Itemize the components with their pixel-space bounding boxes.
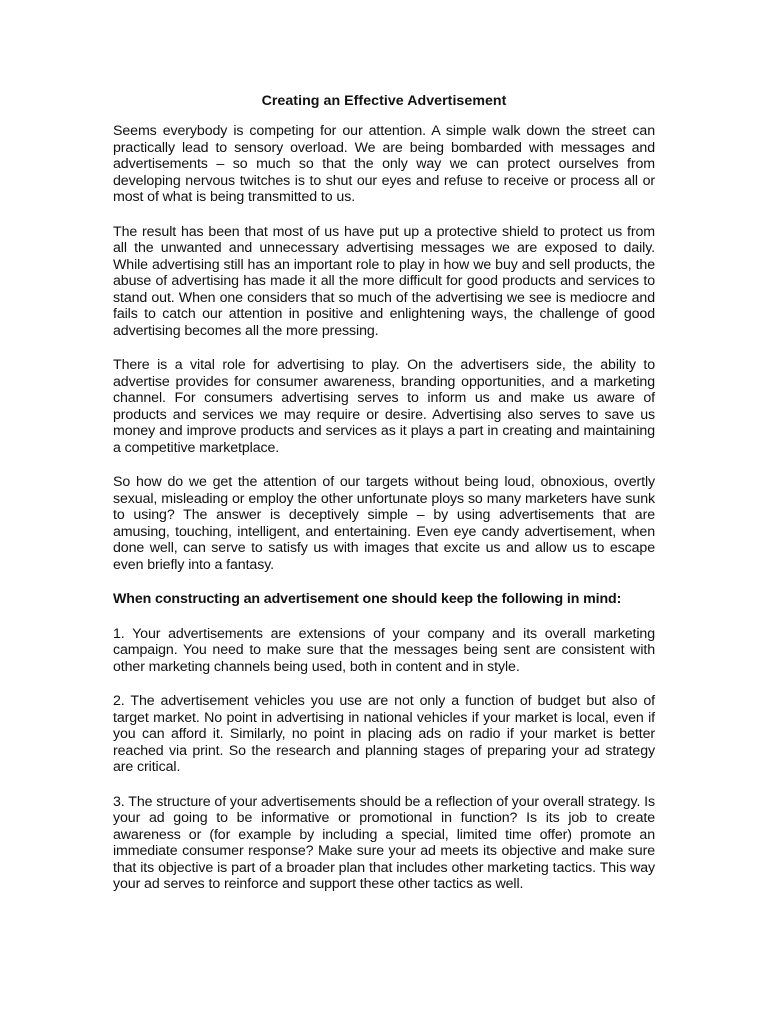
guideline-item-1: 1. Your advertisements are extensions of your company and its overall marketing campaign. You need to make sure that the messages being sent are consistent with other marketing channels being used, both in content and in style. [113,625,655,675]
paragraph-vital-role: There is a vital role for advertising to play. On the advertisers side, the ability to advertise provides for consumer awareness, branding opportunities, and a marketing channel. For consumers advertising serves to inform us and make us aware of products and services we may require or desire. Advertising also serves to save us money and improve products and services as it plays a part in creating and maintaining a competitive marketplace. [113,357,655,456]
guideline-item-2: 2. The advertisement vehicles you use are not only a function of budget but also of target market. No point in advertising in national vehicles if your market is local, even if you can afford it. Similarly, no point in placing ads on radio if your market is better reached via print. So the research and planning stages of preparing your ad strategy are critical. [113,693,655,775]
guidelines-heading: When constructing an advertisement one should keep the following in mind: [113,591,622,607]
paragraph-intro: Seems everybody is competing for our attention. A simple walk down the street can practically lead to sensory overload. We are being bombarded with messages and advertisements – so much so that the only way we can protect ourselves from developing nervous twitches is to shut our eyes and refuse to receive or process all or most of what is being transmitted to us. [113,123,655,205]
paragraph-protective-shield: The result has been that most of us have put up a protective shield to protect us from all the unwanted and unnecessary advertising messages we are exposed to daily. While advertising still has an important role to play in how we buy and sell products, the abuse of advertising has made it all the more difficult for good products and services to stand out. When one considers that so much of the advertising we see is mediocre and fails to catch our attention in positive and enlightening ways, the challenge of good advertising becomes all the more pressing. [113,223,655,339]
document-title: Creating an Effective Advertisement [261,93,507,109]
paragraph-getting-attention: So how do we get the attention of our targets without being loud, obnoxious, overtly sexual, misleading or employ the other unfortunate ploys so many marketers have sunk to using? The answer is deceptively simple – by using advertisements that are amusing, touching, intelligent, and entertaining. Even eye candy advertisement, when done well, can serve to satisfy us with images that excite us and allow us to escape even briefly into a fantasy. [113,474,655,573]
document-body [113,93,655,911]
guideline-item-3: 3. The structure of your advertisements should be a reflection of your overall strategy. Is your ad going to be informative or promotional in function? Is its job to create awareness or (for example by including a special, limited time offer) promote an immediate consumer response? Make sure your ad meets its objective and make sure that its objective is part of a broader plan that includes other marketing tactics. This way your ad serves to reinforce and support these other tactics as well. [113,793,655,892]
